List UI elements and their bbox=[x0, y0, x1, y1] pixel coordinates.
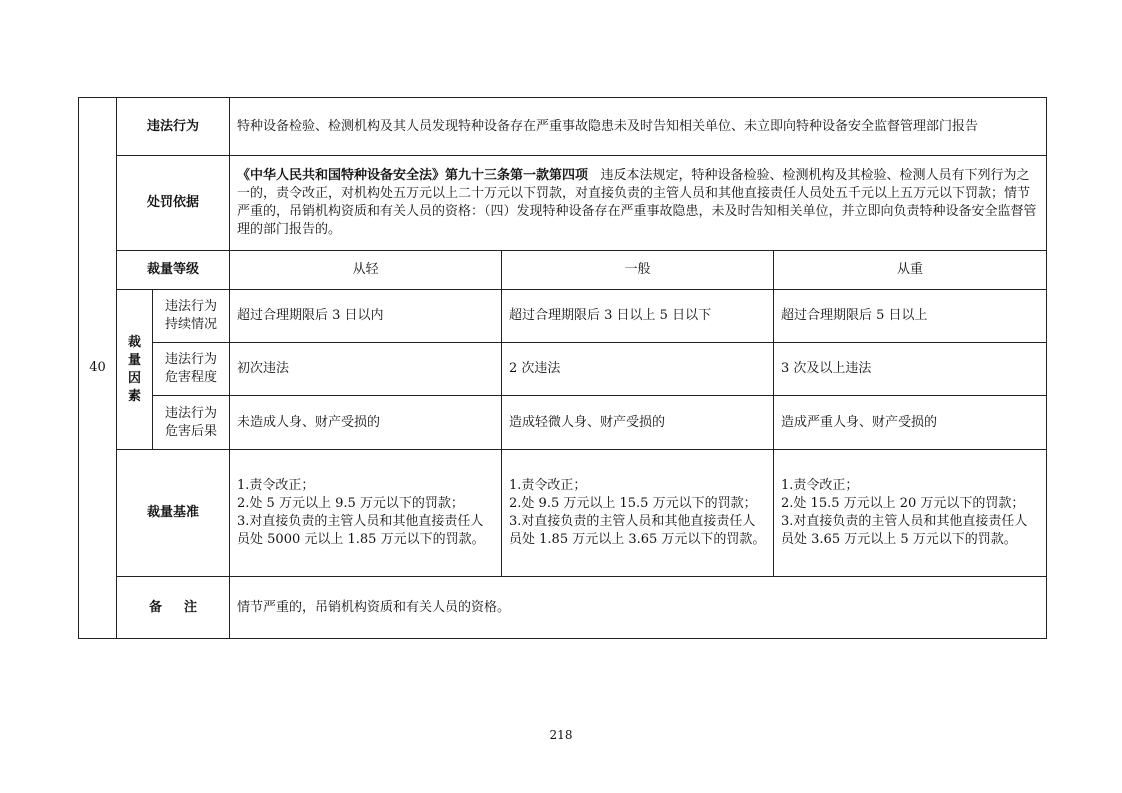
remark-text: 情节严重的，吊销机构资质和有关人员的资格。 bbox=[230, 577, 1047, 639]
penalty-discretion-table bbox=[78, 97, 1047, 639]
level-normal: 一般 bbox=[502, 251, 774, 290]
levels-label: 裁量等级 bbox=[117, 251, 230, 290]
factor-heavy: 造成严重人身、财产受损的 bbox=[774, 396, 1047, 450]
factor-row bbox=[79, 396, 1047, 450]
violation-text: 特种设备检验、检测机构及其人员发现特种设备存在严重事故隐患未及时告知相关单位、未立即向特种设备安全监督管理部门报告 bbox=[230, 98, 1047, 156]
basis-law-title: 《中华人民共和国特种设备安全法》第九十三条第一款第四项 bbox=[237, 168, 589, 183]
standard-heavy: 1.责令改正； 2.处 15.5 万元以上 20 万元以下的罚款； 3.对直接负责的主管人员和其他直接责任人员处 3.65 万元以上 5 万元以下的罚款。 bbox=[774, 450, 1047, 577]
standard-light: 1.责令改正； 2.处 5 万元以上 9.5 万元以下的罚款； 3.对直接负责的主管人员和其他直接责任人员处 5000 元以上 1.85 万元以下的罚款。 bbox=[230, 450, 502, 577]
levels-row bbox=[79, 251, 1047, 290]
factor-label: 违法行为 持续情况 bbox=[153, 290, 230, 343]
level-heavy: 从重 bbox=[774, 251, 1047, 290]
basis-cell bbox=[230, 156, 1047, 251]
factor-label: 违法行为 危害后果 bbox=[153, 396, 230, 450]
factor-light: 超过合理期限后 3 日以内 bbox=[230, 290, 502, 343]
standard-label: 裁量基准 bbox=[117, 450, 230, 577]
basis-row bbox=[79, 156, 1047, 251]
factor-light: 未造成人身、财产受损的 bbox=[230, 396, 502, 450]
factor-row bbox=[79, 290, 1047, 343]
standard-normal: 1.责令改正； 2.处 9.5 万元以上 15.5 万元以下的罚款； 3.对直接负责的主管人员和其他直接责任人员处 1.85 万元以上 3.65 万元以下的罚款。 bbox=[502, 450, 774, 577]
factor-normal: 超过合理期限后 3 日以上 5 日以下 bbox=[502, 290, 774, 343]
page-number: 218 bbox=[549, 728, 573, 742]
violation-row bbox=[79, 98, 1047, 156]
standard-row bbox=[79, 450, 1047, 577]
violation-label: 违法行为 bbox=[117, 98, 230, 156]
item-number: 40 bbox=[79, 98, 117, 639]
factor-label: 违法行为 危害程度 bbox=[153, 343, 230, 396]
factor-heavy: 3 次及以上违法 bbox=[774, 343, 1047, 396]
level-light: 从轻 bbox=[230, 251, 502, 290]
remark-label: 备注 bbox=[117, 577, 230, 639]
factor-row bbox=[79, 343, 1047, 396]
factor-normal: 造成轻微人身、财产受损的 bbox=[502, 396, 774, 450]
basis-text: 违反本法规定，特种设备检验、检测机构及其检验、检测人员有下列行为之一的，责令改正，对机构处五万元以上二十万元以下罚款，对直接负责的主管人员和其他直接责任人员处五千元以上五万元以下罚款；情节严重的，吊销机构资质和有关人员的资格：（四）发现特种设备存在严重事故隐患，未及时告知相关单位，并立即向负责特种设备安全监督管理的部门报告的。 bbox=[237, 168, 1037, 237]
factor-heavy: 超过合理期限后 5 日以上 bbox=[774, 290, 1047, 343]
remark-row bbox=[79, 577, 1047, 639]
factor-normal: 2 次违法 bbox=[502, 343, 774, 396]
factor-light: 初次违法 bbox=[230, 343, 502, 396]
basis-label: 处罚依据 bbox=[117, 156, 230, 251]
factors-group-label: 裁 量 因 素 bbox=[117, 290, 153, 450]
